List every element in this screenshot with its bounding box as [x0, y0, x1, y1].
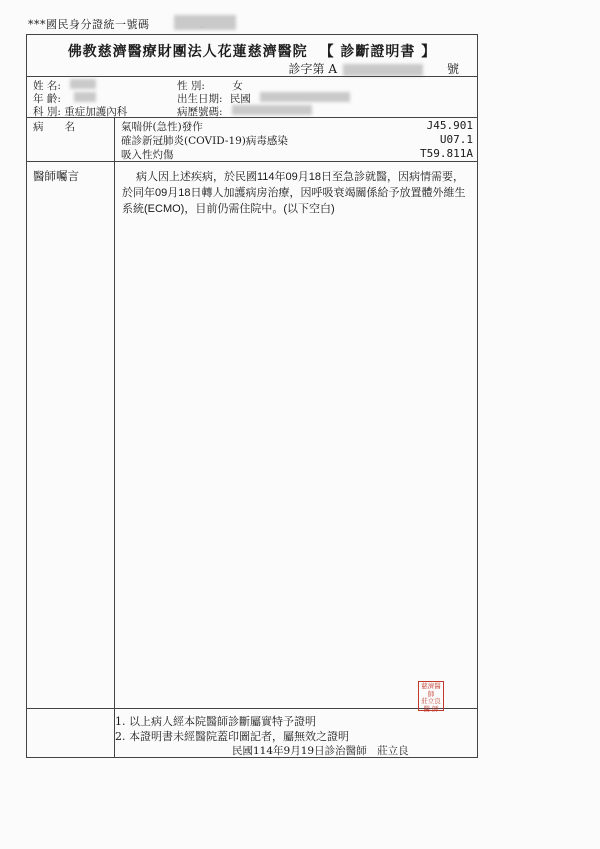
divider [27, 117, 477, 118]
sex-label: 性 別: [177, 80, 205, 92]
physician-seal [418, 681, 444, 711]
hospital-name: 佛教慈濟醫療財團法人花蓮慈濟醫院 [67, 44, 308, 60]
redacted-certificate-number [343, 64, 423, 76]
seal-line-3: 醫 師 [423, 704, 439, 713]
advice-label: 醫師囑言 [33, 169, 79, 183]
national-id-label: ***國民身分證統一號碼 [28, 18, 150, 31]
certificate-type: 【 診斷證明書 】 [319, 44, 437, 60]
divider [27, 161, 477, 162]
diagnosis-code-3: T59.811A [420, 147, 473, 160]
redacted-age [74, 92, 96, 102]
dob-value: 民國 [229, 93, 251, 105]
name-label: 姓 名: [33, 80, 61, 92]
certificate-number [289, 60, 460, 77]
dob-label: 出生日期: [177, 93, 223, 105]
column-divider [114, 117, 115, 757]
seal-line-1: 慈濟醫師 [421, 682, 441, 698]
certificate-number-label: 診字第 A [288, 62, 337, 76]
redacted-dob [260, 92, 350, 102]
department-label: 科 別: [33, 106, 61, 118]
redacted-id [174, 15, 236, 30]
diagnosis-item-2: 確診新冠肺炎(COVID-19)病毒感染 [121, 135, 288, 147]
footer-note-1: 1. 以上病人經本院醫師診斷屬實特予證明 [115, 715, 316, 728]
diagnosis-item-1: 氣喘併(急性)發作 [121, 121, 203, 133]
sex-value: 女 [232, 80, 243, 92]
redacted-name [70, 79, 96, 89]
certificate-number-suffix: 號 [446, 62, 459, 76]
redacted-chart-number [232, 105, 312, 115]
department-value: 重症加護內科 [64, 106, 128, 118]
diagnosis-item-3: 吸入性灼傷 [121, 149, 174, 161]
seal-line-2: 莊立良 [421, 697, 441, 705]
diagnosis-code-1: J45.901 [426, 119, 473, 132]
chart-number-label: 病歷號碼: [177, 106, 223, 118]
footer-note-2: 2. 本證明書未經醫院蓋印圖記者，屬無效之證明 [115, 730, 349, 743]
signature-line: 民國114年9月19日診治醫師 莊立良 [232, 745, 409, 757]
diagnosis-code-2: U07.1 [439, 133, 473, 146]
certificate-frame [26, 34, 478, 758]
divider [27, 708, 477, 709]
divider [27, 76, 477, 77]
diagnosis-label: 病 名 [33, 121, 75, 133]
document-title [27, 41, 477, 61]
age-label: 年 齡: [33, 93, 61, 105]
advice-text: 病人因上述疾病，於民國114年09月18日至急診就醫，因病情需要，於同年09月18日轉人加護病房治療，因呼吸衰竭關係給予放置體外維生系統(ECMO)，目前仍需住院中。(以下空白) [122, 171, 466, 215]
